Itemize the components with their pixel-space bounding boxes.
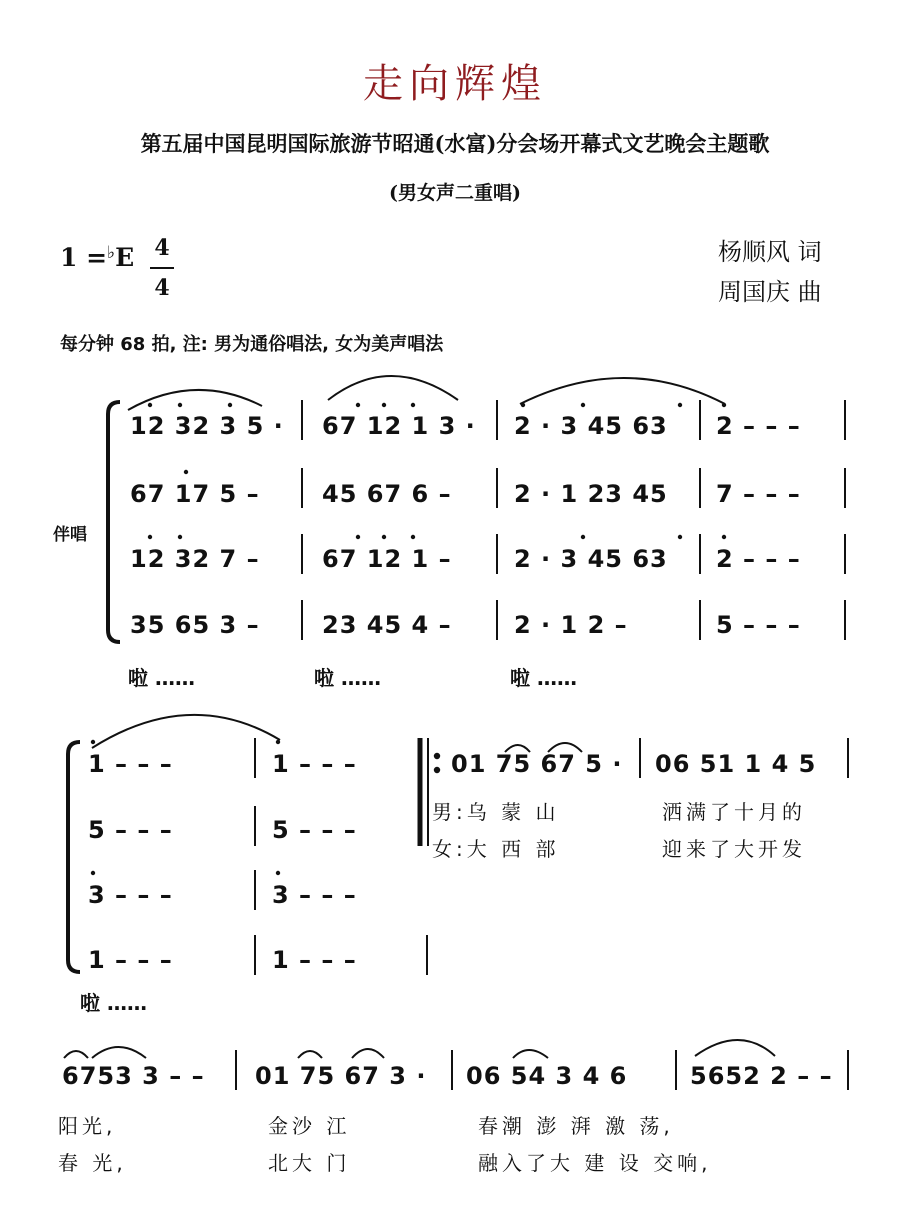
s2-r1-m1: 1 – – – [88,750,173,778]
s3-slur-1 [64,1051,88,1058]
s2-lyric-male-1: 男:乌 蒙 山 [432,800,560,824]
s1-r2-m3: 2 · 1 23 45 [514,480,668,508]
s3-lyric1-c: 春潮 澎 湃 激 荡, [478,1114,674,1138]
group-label: 伴唱 [53,525,87,545]
tempo-instruction: 每分钟 68 拍, 注: 男为通俗唱法, 女为美声唱法 [60,334,444,355]
s2-slur-3 [548,743,582,752]
s2-lyric-female-1: 女:大 西 部 [432,837,560,861]
song-title: 走向辉煌 [363,61,547,107]
s1-la-3: 啦 …… [510,666,577,690]
s1-r3-m2: 67 12 1 – [322,545,452,573]
s2-melody-m1: 01 75 67 5 · [451,750,623,778]
s3-lyric2-b: 北大 门 [268,1151,351,1175]
s2-slur-2 [505,745,530,752]
s3-lyric2-a: 春 光, [58,1151,127,1175]
key-letter: E [115,243,135,272]
s1-r4-m4: 5 – – – [716,611,801,639]
s2-r4-m1: 1 – – – [88,946,173,974]
lyricist-credit: 杨顺风 词 [718,238,822,266]
song-subtitle: 第五届中国昆明国际旅游节昭通(水富)分会场开幕式文艺晚会主题歌 [140,131,770,156]
s1-r2-m1: 67 17 5 – [130,480,260,508]
s3-lyric2-c: 融入了大 建 设 交响, [478,1151,712,1175]
s1-r4-m2: 23 45 4 – [322,611,452,639]
s2-la: 啦 …… [80,991,147,1015]
time-bottom: 4 [154,275,170,301]
system2-bracket [68,742,80,972]
flat-icon: ♭ [107,243,116,263]
s1-r3-m4: 2 – – – [716,545,801,573]
s2-melody-m2: 06 51 1 4 5 [655,750,817,778]
voicing-label: (男女声二重唱) [389,182,521,204]
s1-la-2: 啦 …… [314,666,381,690]
s1-la-1: 啦 …… [128,666,195,690]
composer-credit: 周国庆 曲 [718,278,822,306]
s2-r3-m2: 3 – – – [272,881,357,909]
s1-r1-m2: 67 12 1 3 · [322,412,476,440]
s1-r1-m1: 12 32 3 5 · [130,412,284,440]
s2-r2-m2: 5 – – – [272,816,357,844]
s1-r4-m1: 35 65 3 – [130,611,260,639]
s3-slur-6 [695,1040,775,1056]
s2-lyric-female-2: 迎来了大开发 [662,837,806,861]
s2-slur-1 [92,715,280,748]
s1-slur-1 [128,390,262,410]
s3-m4: 5652 2 – – [690,1062,833,1090]
s3-slur-3 [298,1051,322,1058]
s3-lyric1-b: 金沙 江 [268,1114,351,1138]
s1-r1-m3: 2 · 3 45 63 [514,412,668,440]
s3-m1: 6753 3 – – [62,1062,205,1090]
s3-m3: 06 54 3 4 6 [466,1062,628,1090]
s2-r2-m1: 5 – – – [88,816,173,844]
key-prefix: 1 = [60,243,108,272]
s2-lyric-male-2: 洒满了十月的 [662,800,806,824]
s2-r4-m2: 1 – – – [272,946,357,974]
s3-slur-5 [513,1050,548,1058]
s1-r3-m1: 12 32 7 – [130,545,260,573]
s3-slur-4 [352,1049,384,1058]
s1-r4-m3: 2 · 1 2 – [514,611,628,639]
s2-repeat-dot-2 [435,768,439,772]
s1-r3-m3: 2 · 3 45 63 [514,545,668,573]
s1-r2-m2: 45 67 6 – [322,480,452,508]
s1-r1-m4: 2 – – – [716,412,801,440]
system1-bracket [108,402,120,642]
s3-m2: 01 75 67 3 · [255,1062,427,1090]
s1-r2-m4: 7 – – – [716,480,801,508]
octave-dots [91,403,726,875]
s1-slur-3 [520,378,725,404]
s2-r1-m2: 1 – – – [272,750,357,778]
s2-r3-m1: 3 – – – [88,881,173,909]
time-top: 4 [154,235,170,261]
s3-lyric1-a: 阳光, [58,1114,117,1138]
s1-slur-2 [328,376,458,400]
s3-slur-2 [92,1047,146,1058]
s2-repeat-dot-1 [435,754,439,758]
